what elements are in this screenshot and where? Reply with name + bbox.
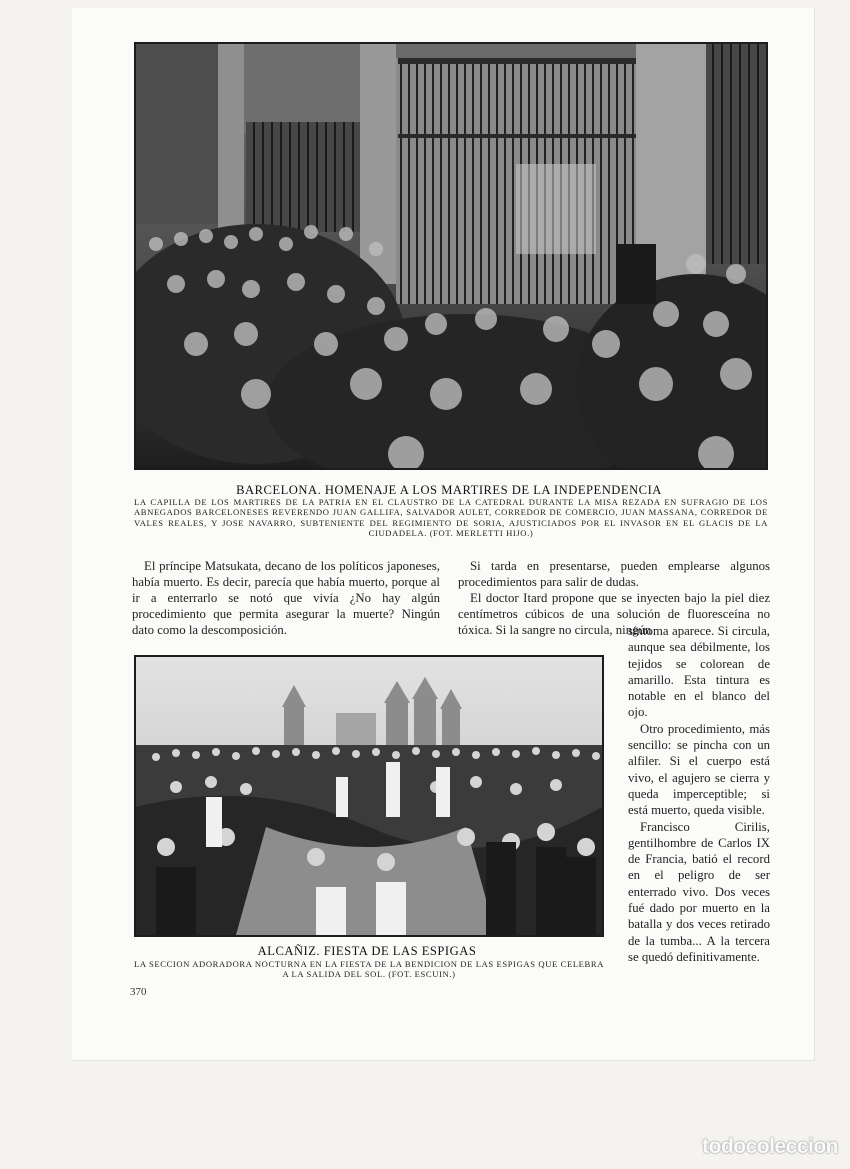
- watermark-logo: todocoleccion: [702, 1135, 838, 1158]
- magazine-page: [72, 8, 814, 1060]
- article-paragraph: síntoma aparece. Si circula, aunque sea débilmente, los tejidos se colorean de amarillo. Esta tintura es notable en el blanco del ojo.: [628, 624, 770, 720]
- alcaniz-festival-photo: [134, 655, 604, 937]
- article-left-column: [132, 558, 440, 638]
- cathedral-chapel-photo: [134, 42, 768, 470]
- article-paragraph: Otro procedimiento, más sencillo: se pincha con un alfiler. Si el cuerpo está vivo, el agujero se cierra y queda imperceptible; si está muerto, queda visible.: [628, 721, 770, 818]
- photo1-caption: LA CAPILLA DE LOS MARTIRES DE LA PATRIA EN EL CLAUSTRO DE LA CATEDRAL DURANTE LA MISA REZADA EN SUFRAGIO DE LOS ABNEGADOS BARCELONESES REVERENDO JUAN GALLIFA, SALVADOR AULET, CORREDOR DE COMERCIO, JUAN MASSANA, CORREDOR DE VALES REALES, Y JOSE NAVARRO, SUBTENIENTE DEL REGIMIENTO DE SORIA, AJUSTICIADOS POR EL INVASOR EN EL GLACIS DE LA CIUDADELA. (FOT. MERLETTI HIJO.): [134, 497, 768, 539]
- photo1-title: BARCELONA. HOMENAJE A LOS MARTIRES DE LA INDEPENDENCIA: [236, 483, 662, 497]
- article-paragraph: El príncipe Matsukata, decano de los políticos japoneses, había muerto. Es decir, parecía que había muerto, porque al ir a enterrarlo se notó que vivía ¿No hay algún procedimiento que permita asegurar la muerte? Ningún dato como la descomposición.: [132, 559, 440, 638]
- photo2-title: ALCAÑIZ. FIESTA DE LAS ESPIGAS: [257, 944, 477, 958]
- article-paragraph: Francisco Cirilis, gentilhombre de Carlos IX de Francia, batió el record en el peligro de ser enterrado vivo. Dos veces fué dado por muerto en la batalla y dos veces retirado de la tumba... A la tercera se quedó definitivamente.: [628, 819, 770, 964]
- article-paragraph: El doctor Itard propone que se inyecten bajo la piel diez centímetros cúbicos de una solución de fluoresceína no tóxica. Si la sangre no circula, ningún: [458, 591, 770, 638]
- article-paragraph: Si tarda en presentarse, pueden emplearse algunos procedimientos para salir de dudas.: [458, 559, 770, 590]
- article-right-narrow-column: [628, 623, 770, 965]
- page-number: 370: [130, 986, 147, 998]
- photo2-caption: LA SECCION ADORADORA NOCTURNA EN LA FIESTA DE LA BENDICION DE LAS ESPIGAS QUE CELEBRA A LA SALIDA DEL SOL. (FOT. ESCUIN.): [134, 959, 604, 980]
